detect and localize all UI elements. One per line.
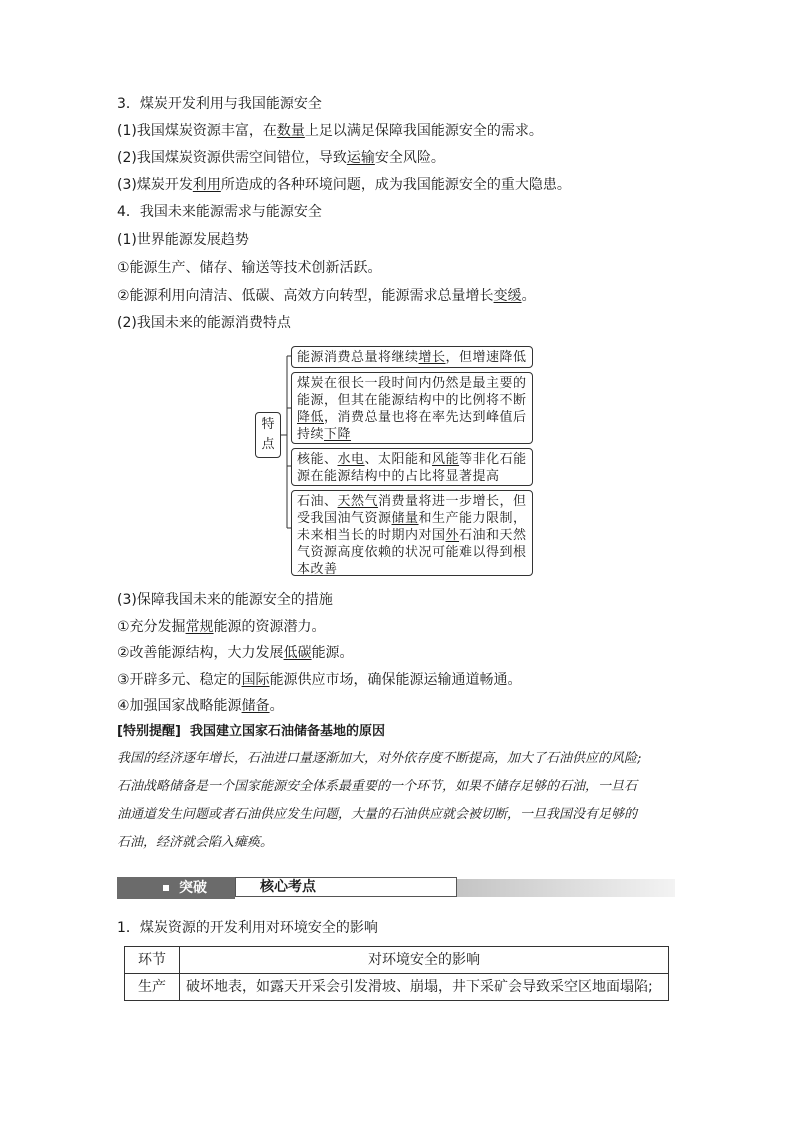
section-3-point-1: (1)我国煤炭资源丰富，在数量上足以满足保障我国能源安全的需求。 <box>117 123 543 139</box>
feature-box-4: 石油、天然气消费量将进一步增长，但受我国油气资源储量和生产能力限制，未来相当长的时期内对国外石油和天然气资源高度依赖的状况可能难以得到根本改善 <box>291 490 533 576</box>
tip-line-1: 我国的经济逐年增长，石油进口量逐渐加大，对外依存度不断提高，加大了石油供应的风险; <box>117 751 642 766</box>
table-header-cell: 对环境安全的影响 <box>180 947 669 974</box>
tip-line-4: 石油，经济就会陷入瘫痪。 <box>117 835 274 850</box>
section-4-title: 4．我国未来能源需求与能源安全 <box>117 204 322 220</box>
tip-label: [特别提醒] <box>117 724 181 739</box>
feature-box-3: 核能、水电、太阳能和风能等非化石能源在能源结构中的占比将显著提高 <box>291 448 533 486</box>
table-cell: 破坏地表，如露天开采会引发滑坡、崩塌，井下采矿会导致采空区地面塌陷; <box>180 974 669 1001</box>
diagram-label: 特点 <box>255 412 281 458</box>
section-3-point-2: (2)我国煤炭资源供需空间错位，导致运输安全风险。 <box>117 150 445 166</box>
table-row <box>125 974 669 1001</box>
table-header-row <box>125 947 669 974</box>
measure-4: ④加强国家战略能源储备。 <box>117 698 284 714</box>
section-4-sub-1: (1)世界能源发展趋势 <box>117 232 249 248</box>
section-3-title: 3．煤炭开发利用与我国能源安全 <box>117 96 322 112</box>
banner-light-block <box>235 877 457 897</box>
section-4-sub-3: (3)保障我国未来的能源安全的措施 <box>117 592 333 608</box>
square-bullet-icon <box>163 885 169 891</box>
core-title: 1．煤炭资源的开发利用对环境安全的影响 <box>117 920 378 936</box>
feature-box-2: 煤炭在很长一段时间内仍然是最主要的能源，但其在能源结构中的比例将不断降低，消费总量也将在率先达到峰值后持续下降 <box>291 372 533 444</box>
tip-line-3: 油通道发生问题或者石油供应发生问题，大量的石油供应就会被切断，一旦我国没有足够的 <box>117 807 638 822</box>
table-header-cell: 环节 <box>125 947 180 974</box>
trend-2: ②能源利用向清洁、低碳、高效方向转型，能源需求总量增长变缓。 <box>117 288 536 304</box>
measure-1: ①充分发掘常规能源的资源潜力。 <box>117 619 326 635</box>
tip-line-2: 石油战略储备是一个国家能源安全体系最重要的一个环节，如果不储存足够的石油，一旦石 <box>117 779 638 794</box>
section-4-sub-2: (2)我国未来的能源消费特点 <box>117 315 291 331</box>
measure-3: ③开辟多元、稳定的国际能源供应市场，确保能源运输通道畅通。 <box>117 672 522 688</box>
section-3-point-3: (3)煤炭开发利用所造成的各种环境问题，成为我国能源安全的重大隐患。 <box>117 177 571 193</box>
feature-box-1: 能源消费总量将继续增长，但增速降低 <box>291 346 533 368</box>
measure-2: ②改善能源结构，大力发展低碳能源。 <box>117 645 354 661</box>
impact-table <box>124 946 669 1001</box>
banner-right-label: 核心考点 <box>260 879 316 895</box>
banner-left-label: 突破 <box>179 880 207 896</box>
tip-title: 我国建立国家石油储备基地的原因 <box>189 724 385 739</box>
tip-heading <box>117 722 385 742</box>
section-banner <box>117 877 675 899</box>
trend-1: ①能源生产、储存、输送等技术创新活跃。 <box>117 260 382 276</box>
banner-dark-block <box>117 877 235 899</box>
table-cell: 生产 <box>125 974 180 1001</box>
